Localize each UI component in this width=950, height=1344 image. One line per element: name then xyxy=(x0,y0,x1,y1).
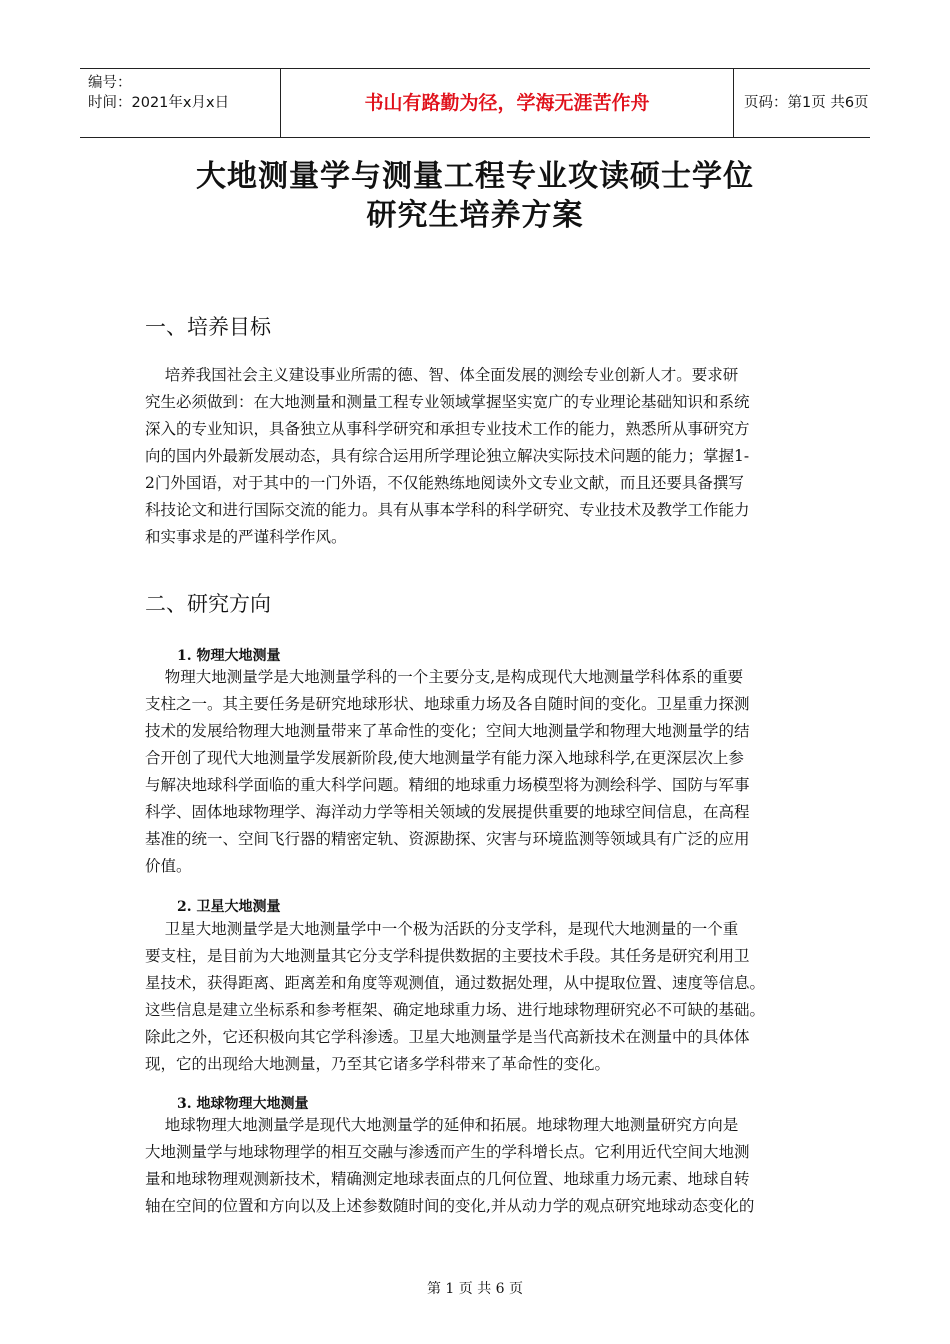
text-line: 星技术，获得距离、距离差和角度等观测值，通过数据处理，从中提取位置、速度等信息。 xyxy=(145,974,766,992)
subsection-title-geophysical-geodesy: 3. 地球物理大地测量 xyxy=(177,1096,309,1112)
text-line: 2门外国语，对于其中的一门外语，不仅能熟练地阅读外文专业文献，而且还要具备撰写 xyxy=(145,474,744,492)
text-line: 科学、固体地球物理学、海洋动力学等相关领域的发展提供重要的地球空间信息，在高程 xyxy=(145,803,750,821)
page-title-line2: 研究生培养方案 xyxy=(366,198,584,233)
subsection-geophysical-geodesy-body xyxy=(145,1112,813,1220)
subsection-title-physical-geodesy: 1. 物理大地测量 xyxy=(177,648,281,664)
text-line: 科技论文和进行国际交流的能力。具有从事本学科的科学研究、专业技术及教学工作能力 xyxy=(145,501,750,519)
text-line: 和实事求是的严谨科学作风。 xyxy=(145,528,347,546)
section-heading-goals: 一、培养目标 xyxy=(145,315,271,339)
text-line: 现，它的出现给大地测量，乃至其它诸多学科带来了革命性的变化。 xyxy=(145,1055,611,1073)
header-meta xyxy=(80,69,280,137)
text-line: 合开创了现代大地测量学发展新阶段,使大地测量学有能力深入地球科学,在更深层次上参 xyxy=(145,749,744,767)
text-line: 技术的发展给物理大地测量带来了革命性的变化；空间大地测量学和物理大地测量学的结 xyxy=(145,722,750,740)
subsection-satellite-geodesy-body xyxy=(145,916,813,1078)
subsection-title-satellite-geodesy: 2. 卫星大地测量 xyxy=(177,899,281,915)
subsection-physical-geodesy-body xyxy=(145,664,813,880)
text-line: 培养我国社会主义建设事业所需的德、智、体全面发展的测绘专业创新人才。要求研 xyxy=(145,366,739,384)
section-heading-directions: 二、研究方向 xyxy=(145,592,271,616)
page-title-line1: 大地测量学与测量工程专业攻读硕士学位 xyxy=(196,159,754,194)
section-goals-body xyxy=(145,362,813,551)
text-line: 除此之外，它还积极向其它学科渗透。卫星大地测量学是当代高新技术在测量中的具体体 xyxy=(145,1028,750,1046)
text-line: 究生必须做到：在大地测量和测量工程专业领域掌握坚实宽广的专业理论基础知识和系统 xyxy=(145,393,750,411)
document-header xyxy=(80,68,870,138)
header-page-info: 页码：第1页 共6页 xyxy=(744,95,869,111)
text-line: 向的国内外最新发展动态，具有综合运用所学理论独立解决实际技术问题的能力；掌握1- xyxy=(145,447,750,465)
text-line: 与解决地球科学面临的重大科学问题。精细的地球重力场模型将为测绘科学、国防与军事 xyxy=(145,776,750,794)
number-label: 编号： xyxy=(88,75,132,91)
text-line: 量和地球物理观测新技术，精确测定地球表面点的几何位置、地球重力场元素、地球自转 xyxy=(145,1170,750,1188)
text-line: 支柱之一。其主要任务是研究地球形状、地球重力场及各自随时间的变化。卫星重力探测 xyxy=(145,695,750,713)
text-line: 轴在空间的位置和方向以及上述参数随时间的变化,并从动力学的观点研究地球动态变化的 xyxy=(145,1197,755,1215)
page-footer: 第 1 页 共 6 页 xyxy=(426,1281,524,1297)
text-line: 深入的专业知识，具备独立从事科学研究和承担专业技术工作的能力，熟悉所从事研究方 xyxy=(145,420,750,438)
header-motto: 书山有路勤为径，学海无涯苦作舟 xyxy=(280,69,734,137)
text-line: 卫星大地测量学是大地测量学中一个极为活跃的分支学科，是现代大地测量的一个重 xyxy=(145,920,739,938)
text-line: 价值。 xyxy=(145,857,192,875)
text-line: 大地测量学与地球物理学的相互交融与渗透而产生的学科增长点。它利用近代空间大地测 xyxy=(145,1143,750,1161)
text-line: 地球物理大地测量学是现代大地测量学的延伸和拓展。地球物理大地测量研究方向是 xyxy=(145,1116,739,1134)
text-line: 基准的统一、空间飞行器的精密定轨、资源勘探、灾害与环境监测等领域具有广泛的应用 xyxy=(145,830,750,848)
text-line: 这些信息是建立坐标系和参考框架、确定地球重力场、进行地球物理研究必不可缺的基础。 xyxy=(145,1001,766,1019)
text-line: 物理大地测量学是大地测量学科的一个主要分支,是构成现代大地测量学科体系的重要 xyxy=(145,668,744,686)
time-label: 时间：2021年x月x日 xyxy=(88,95,230,111)
text-line: 要支柱，是目前为大地测量其它分支学科提供数据的主要技术手段。其任务是研究利用卫 xyxy=(145,947,750,965)
